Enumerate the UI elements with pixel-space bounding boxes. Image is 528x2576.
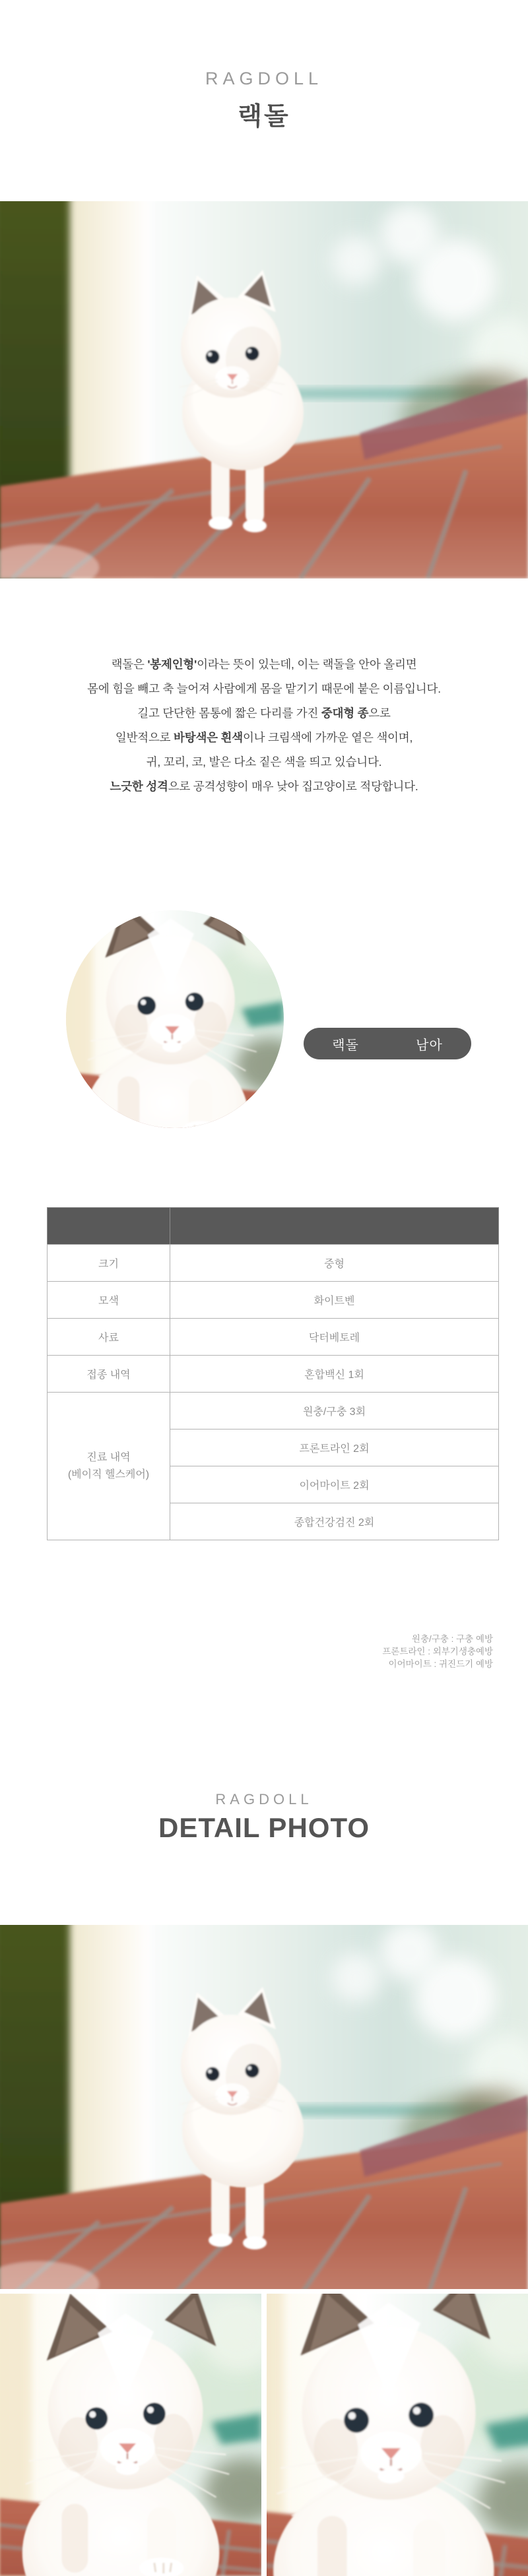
circle-photo (66, 910, 284, 1128)
intro-line: 귀, 꼬리, 코, 발은 다소 짙은 색을 띄고 있습니다. (146, 755, 382, 769)
row-value: 화이트벤 (170, 1282, 499, 1319)
closeup-photo-left (0, 2294, 261, 2576)
intro-line: 랙돌은 '봉제인형'이라는 뜻이 있는데, 이는 랙돌을 안아 올리면 (111, 658, 417, 671)
table-row (48, 1393, 499, 1429)
row-label: 접종 내역 (48, 1356, 170, 1393)
care-history-label: 진료 내역 (베이직 헬스케어) (48, 1393, 170, 1540)
care-item: 프론트라인 2회 (170, 1429, 499, 1466)
page-title-block (0, 0, 528, 132)
footnote-line: 원충/구충 : 구충 예방 (411, 1634, 493, 1644)
closeup-photo-right (267, 2294, 528, 2576)
care-item: 이어마이트 2회 (170, 1466, 499, 1503)
detail-title-english: RAGDOLL (215, 1791, 313, 1807)
row-label: 사료 (48, 1319, 170, 1356)
row-label: 크기 (48, 1245, 170, 1282)
detail-title-main: DETAIL PHOTO (158, 1812, 370, 1843)
table-row (48, 1356, 499, 1393)
badge-sex: 남아 (416, 1038, 443, 1053)
row-value: 닥터베토레 (170, 1319, 499, 1356)
pet-info-table (47, 1207, 499, 1540)
breed-sex-badge (304, 1028, 471, 1059)
footnotes (0, 1633, 528, 1670)
table-header-value-cell (170, 1208, 499, 1245)
footnote-line: 프론트라인 : 외부기생충예방 (382, 1647, 493, 1656)
row-label: 모색 (48, 1282, 170, 1319)
intro-line: 몸에 힘을 빼고 축 늘어져 사람에게 몸을 맡기기 때문에 붙은 이름입니다. (87, 682, 441, 695)
badge-breed: 랙돌 (332, 1038, 359, 1053)
page-title-english: RAGDOLL (205, 69, 323, 88)
table-row (48, 1319, 499, 1356)
main-photo (0, 201, 528, 579)
page-title-korean: 랙돌 (238, 103, 290, 131)
care-item: 종합건강검진 2회 (170, 1503, 499, 1540)
detail-photo (0, 1925, 528, 2289)
footnote-line: 이어마이트 : 귀진드기 예방 (388, 1659, 493, 1669)
intro-paragraph (0, 652, 528, 799)
care-item: 원충/구충 3회 (170, 1393, 499, 1429)
table-header-label-cell (48, 1208, 170, 1245)
table-row (48, 1245, 499, 1282)
detail-photo-title-block (0, 1791, 528, 1844)
row-value: 혼합백신 1회 (170, 1356, 499, 1393)
intro-line: 일반적으로 바탕색은 흰색이나 크림색에 가까운 옅은 색이며, (115, 731, 413, 744)
intro-line: 길고 단단한 몸통에 짧은 다리를 가진 중대형 종으로 (137, 707, 391, 720)
table-row (48, 1282, 499, 1319)
table-header-row (48, 1208, 499, 1245)
intro-line: 느긋한 성격으로 공격성향이 매우 낮아 집고양이로 적당합니다. (110, 780, 418, 793)
row-value: 중형 (170, 1245, 499, 1282)
profile-section (0, 910, 528, 1128)
closeup-photo-row (0, 2294, 528, 2576)
